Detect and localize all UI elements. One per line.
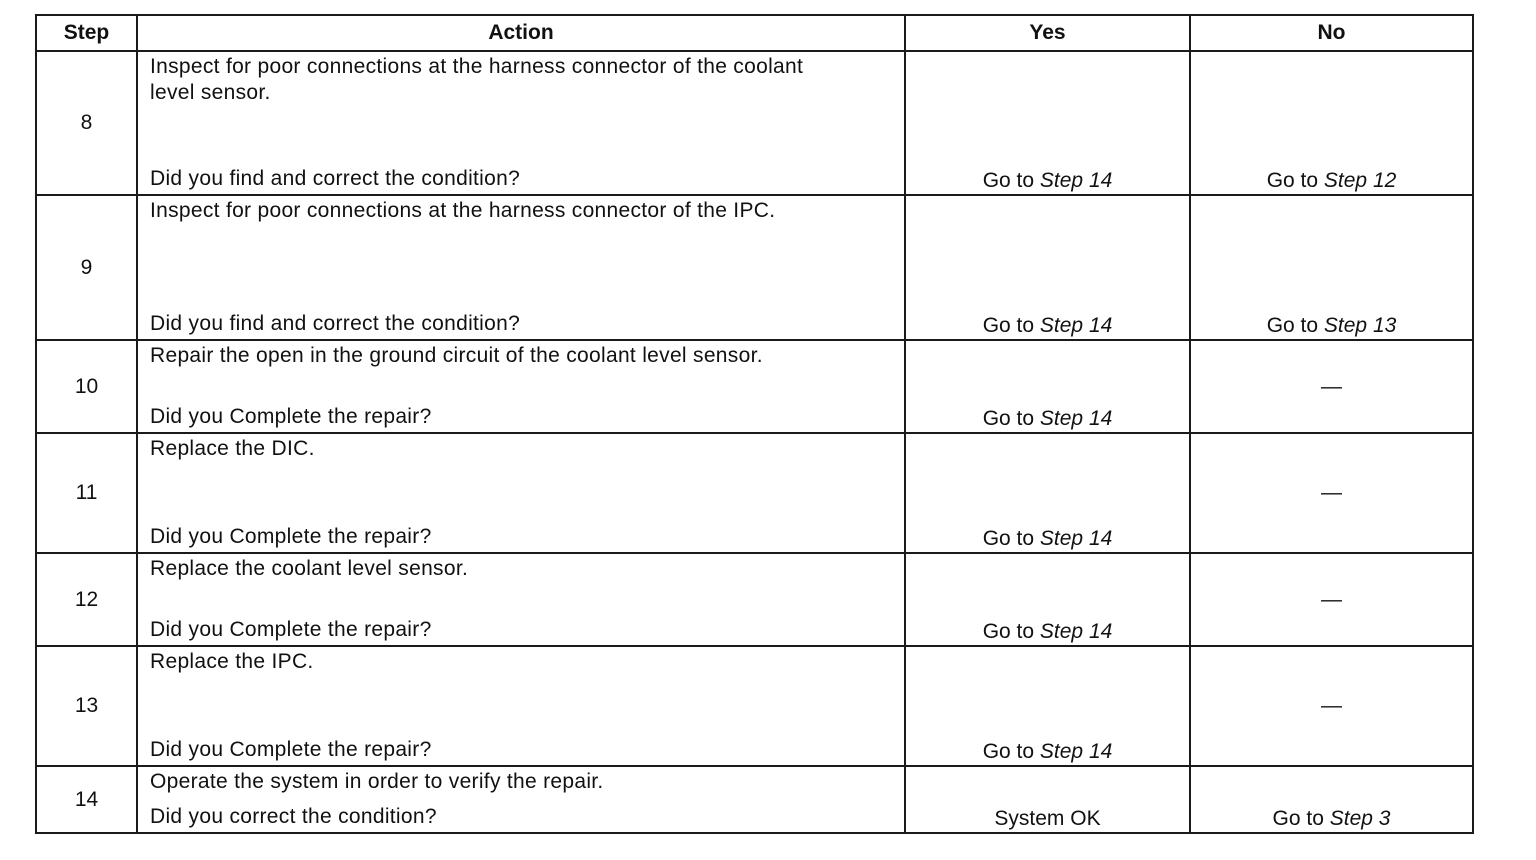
question-text: Did you Complete the repair? bbox=[150, 738, 432, 761]
yes-prefix: Go to bbox=[982, 620, 1035, 643]
yes-step-link[interactable]: Step 14 bbox=[1039, 527, 1113, 550]
no-cell bbox=[1190, 766, 1473, 833]
no-step-link[interactable]: Step 12 bbox=[1323, 169, 1397, 192]
header-row bbox=[36, 15, 1473, 51]
yes-cell bbox=[905, 195, 1190, 340]
no-cell bbox=[1190, 195, 1473, 340]
action-cell bbox=[137, 195, 905, 340]
table-row bbox=[36, 340, 1473, 433]
table-row bbox=[36, 51, 1473, 195]
question-text: Did you Complete the repair? bbox=[150, 405, 432, 428]
yes-cell bbox=[905, 340, 1190, 433]
action-cell bbox=[137, 340, 905, 433]
yes-prefix: Go to bbox=[982, 169, 1035, 192]
yes-step-link[interactable]: Step 14 bbox=[1039, 620, 1113, 643]
no-prefix: Go to bbox=[1272, 807, 1324, 830]
table-row bbox=[36, 433, 1473, 553]
header-no: No bbox=[1190, 15, 1473, 51]
step-number: 12 bbox=[36, 553, 137, 646]
yes-step-link[interactable]: Step 14 bbox=[1039, 169, 1113, 192]
yes-prefix: Go to bbox=[982, 527, 1035, 550]
yes-cell bbox=[905, 433, 1190, 553]
yes-cell bbox=[905, 51, 1190, 195]
action-cell bbox=[137, 553, 905, 646]
table-row bbox=[36, 766, 1473, 833]
step-number: 8 bbox=[36, 51, 137, 195]
step-number: 9 bbox=[36, 195, 137, 340]
yes-step-link[interactable]: Step 14 bbox=[1039, 407, 1113, 430]
question-text: Did you find and correct the condition? bbox=[150, 167, 521, 190]
yes-cell: System OK bbox=[905, 766, 1190, 833]
no-prefix: Go to bbox=[1266, 169, 1319, 192]
yes-prefix: Go to bbox=[982, 407, 1035, 430]
action-cell bbox=[137, 433, 905, 553]
yes-cell bbox=[905, 553, 1190, 646]
action-text: Repair the open in the ground circuit of the coolant level sensor. bbox=[150, 344, 763, 367]
question-text: Did you Complete the repair? bbox=[150, 525, 432, 548]
no-step-link[interactable]: Step 3 bbox=[1329, 807, 1391, 830]
no-dash: — bbox=[1190, 553, 1473, 646]
question-text: Did you Complete the repair? bbox=[150, 618, 432, 641]
step-number: 13 bbox=[36, 646, 137, 766]
action-text: Inspect for poor connections at the harness connector of the coolant level sensor. bbox=[150, 55, 804, 104]
step-number: 14 bbox=[36, 766, 137, 833]
no-dash: — bbox=[1190, 340, 1473, 433]
table-row bbox=[36, 646, 1473, 766]
step-number: 10 bbox=[36, 340, 137, 433]
action-text: Replace the coolant level sensor. bbox=[150, 557, 469, 580]
no-prefix: Go to bbox=[1266, 314, 1319, 337]
action-cell bbox=[137, 51, 905, 195]
action-cell bbox=[137, 766, 905, 833]
yes-prefix: Go to bbox=[982, 314, 1035, 337]
table-row bbox=[36, 195, 1473, 340]
no-cell bbox=[1190, 51, 1473, 195]
header-step: Step bbox=[36, 15, 137, 51]
table-row bbox=[36, 553, 1473, 646]
yes-step-link[interactable]: Step 14 bbox=[1039, 314, 1113, 337]
yes-cell bbox=[905, 646, 1190, 766]
yes-step-link[interactable]: Step 14 bbox=[1039, 740, 1113, 763]
action-text: Replace the IPC. bbox=[150, 650, 314, 673]
action-text: Inspect for poor connections at the harness connector of the IPC. bbox=[150, 199, 776, 222]
action-text: Replace the DIC. bbox=[150, 437, 315, 460]
no-step-link[interactable]: Step 13 bbox=[1323, 314, 1397, 337]
step-number: 11 bbox=[36, 433, 137, 553]
diagnostic-table bbox=[35, 14, 1474, 834]
question-text: Did you correct the condition? bbox=[150, 805, 437, 828]
yes-prefix: Go to bbox=[982, 740, 1035, 763]
question-text: Did you find and correct the condition? bbox=[150, 312, 521, 335]
header-yes: Yes bbox=[905, 15, 1190, 51]
header-action: Action bbox=[137, 15, 905, 51]
no-dash: — bbox=[1190, 646, 1473, 766]
action-cell bbox=[137, 646, 905, 766]
action-text: Operate the system in order to verify the repair. bbox=[150, 770, 604, 793]
no-dash: — bbox=[1190, 433, 1473, 553]
